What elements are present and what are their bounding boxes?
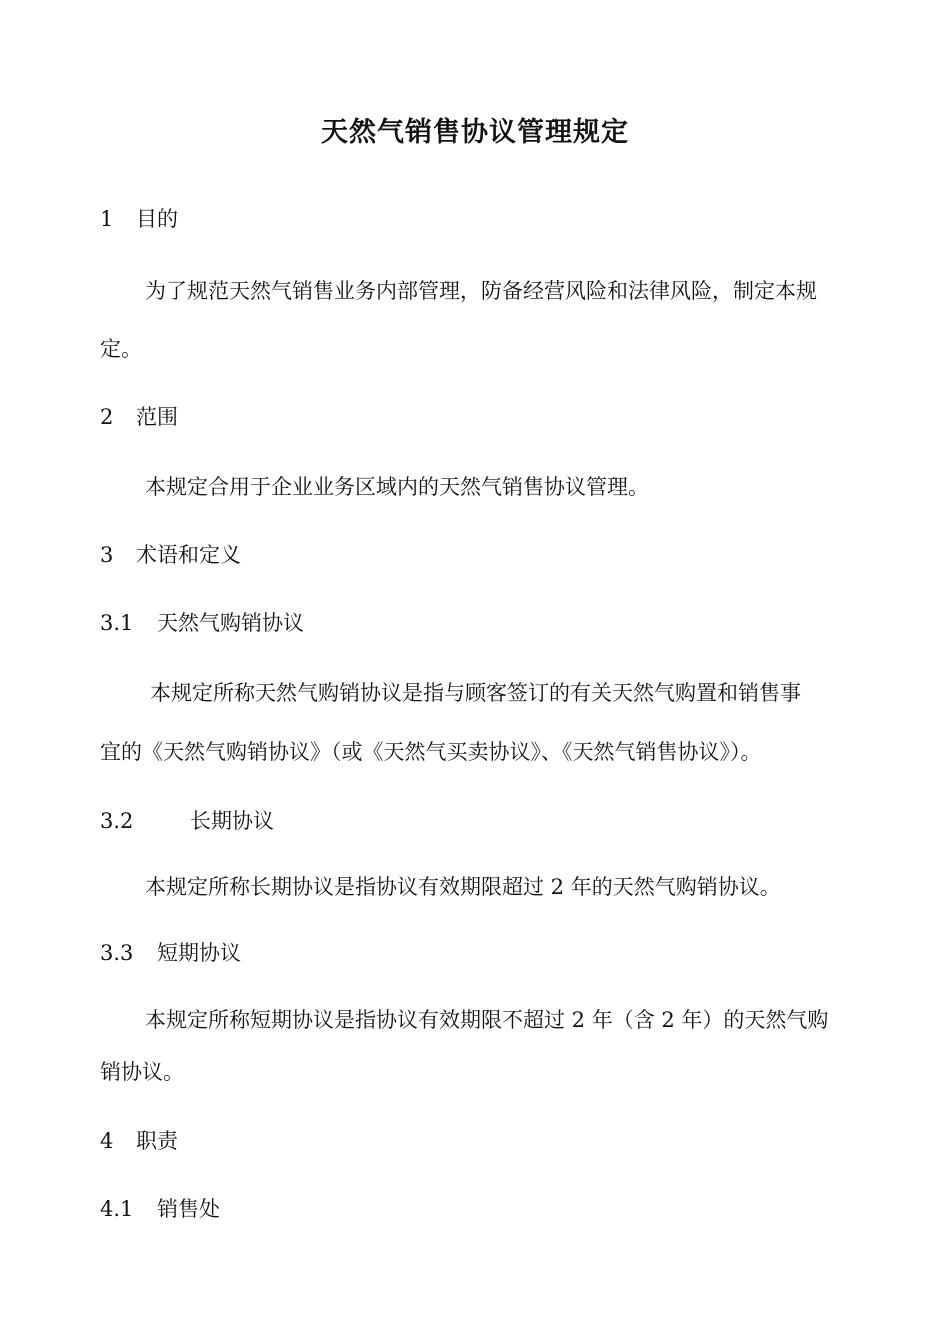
paragraph-3-1-line-2: 宜的《天然气购销协议》（或《天然气买卖协议》、《天然气销售协议》）。	[100, 740, 762, 764]
heading-number: 2	[100, 405, 114, 429]
heading-4	[100, 1126, 860, 1156]
heading-3	[100, 540, 860, 570]
heading-number: 3.3	[100, 941, 134, 965]
heading-3-1	[100, 608, 860, 638]
heading-number: 4.1	[100, 1197, 134, 1221]
heading-label: 职责	[136, 1129, 178, 1153]
heading-label: 范围	[136, 405, 178, 429]
heading-3-3	[100, 938, 860, 968]
paragraph-3-2: 本规定所称长期协议是指协议有效期限超过 2 年的天然气购销协议。	[145, 875, 781, 899]
paragraph-3-3-line-1: 本规定所称短期协议是指协议有效期限不超过 2 年（含 2 年）的天然气购	[145, 1008, 829, 1032]
paragraph-scope: 本规定合用于企业业务区域内的天然气销售协议管理。	[145, 475, 649, 499]
paragraph-3-1-line-1: 本规定所称天然气购销协议是指与顾客签订的有关天然气购置和销售事	[150, 681, 801, 705]
document-title: 天然气销售协议管理规定	[321, 117, 629, 148]
paragraph-3-3-line-2: 销协议。	[100, 1060, 184, 1084]
heading-number: 3.2	[100, 809, 134, 833]
heading-label: 短期协议	[157, 941, 241, 965]
heading-2	[100, 402, 860, 432]
heading-number: 3.1	[100, 611, 134, 635]
heading-4-1	[100, 1194, 860, 1224]
heading-label: 天然气购销协议	[157, 611, 304, 635]
paragraph-purpose-line-2: 定。	[100, 337, 142, 361]
heading-label: 术语和定义	[136, 543, 241, 567]
heading-3-2	[100, 806, 860, 836]
heading-number: 4	[100, 1129, 114, 1153]
heading-number: 3	[100, 543, 114, 567]
heading-label: 长期协议	[190, 809, 274, 833]
heading-label: 目的	[136, 207, 178, 231]
heading-label: 销售处	[157, 1197, 220, 1221]
heading-1	[100, 204, 860, 234]
heading-number: 1	[100, 207, 114, 231]
paragraph-purpose-line-1: 为了规范天然气销售业务内部管理，防备经营风险和法律风险，制定本规	[145, 279, 817, 303]
